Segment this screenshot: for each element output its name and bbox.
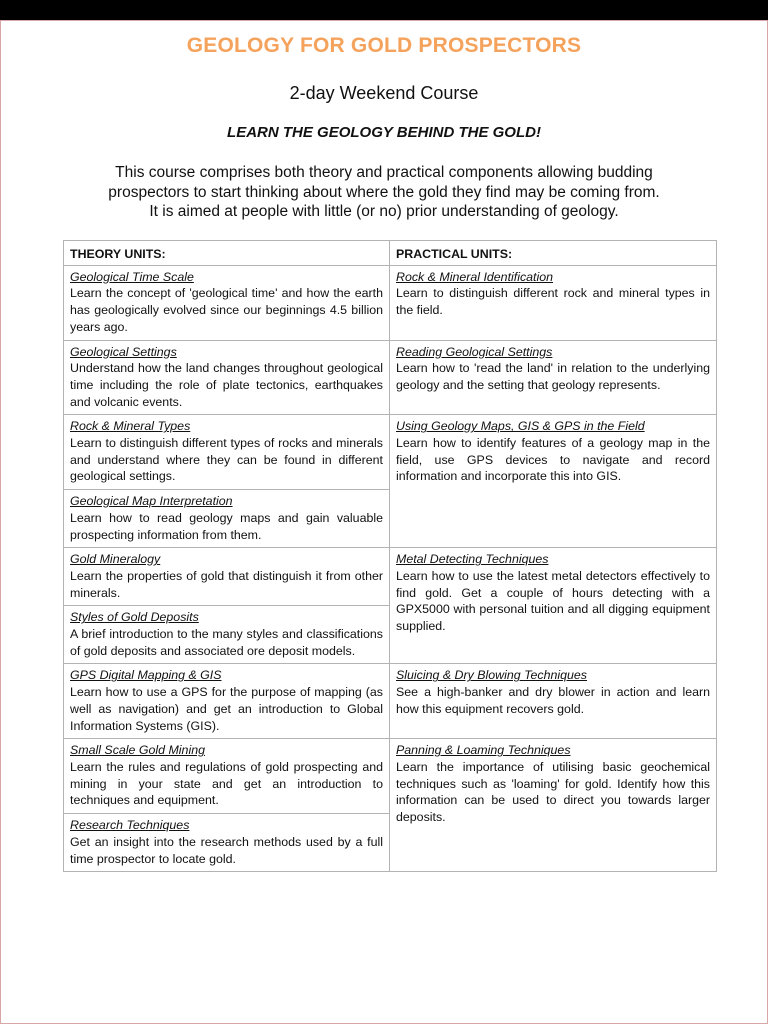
unit-title: Small Scale Gold Mining xyxy=(70,743,205,758)
theory-unit-cell xyxy=(64,664,390,739)
unit-description: Learn the rules and regulations of gold prospecting and mining in your state and get an introduction to techniques and equipment. xyxy=(70,759,383,808)
practical-unit-cell xyxy=(390,739,717,872)
table-row xyxy=(64,265,717,340)
theory-unit-cell xyxy=(64,265,390,340)
unit-description: Learn to distinguish different rock and mineral types in the field. xyxy=(396,286,710,318)
table-row xyxy=(64,548,717,606)
unit-description: Learn to distinguish different types of rocks and minerals and understand where they can be found in different geological settings. xyxy=(70,436,383,484)
unit-description: Learn how to identify features of a geology map in the field, use GPS devices to navigate and record information and incorporate this into GIS. xyxy=(396,436,710,484)
intro-line: This course comprises both theory and practical components allowing budding xyxy=(115,164,653,181)
practical-units-header: PRACTICAL UNITS: xyxy=(390,241,717,266)
unit-title: Using Geology Maps, GIS & GPS in the Field xyxy=(396,419,645,434)
unit-description: Understand how the land changes throughout geological time including the role of plate tectonics, earthquakes and volcanic events. xyxy=(70,361,383,409)
intro-line: It is aimed at people with little (or no) prior understanding of geology. xyxy=(149,203,619,220)
unit-description: Learn the importance of utilising basic geochemical techniques such as 'loaming' for gold. Identify how this information can be used to direct you towards larger deposits. xyxy=(396,759,710,825)
table-row xyxy=(64,340,717,415)
unit-title: Styles of Gold Deposits xyxy=(70,610,199,625)
theory-unit-cell xyxy=(64,490,390,548)
unit-title: Geological Map Interpretation xyxy=(70,494,233,509)
unit-title: Rock & Mineral Types xyxy=(70,419,191,434)
unit-description: Learn how to read geology maps and gain valuable prospecting information from them. xyxy=(70,510,383,542)
practical-unit-cell xyxy=(390,664,717,739)
theory-unit-cell xyxy=(64,606,390,664)
unit-description: Learn the concept of 'geological time' and how the earth has geologically evolved since our beginnings 4.5 billion years ago. xyxy=(70,286,383,334)
theory-units-header: THEORY UNITS: xyxy=(64,241,390,266)
table-row xyxy=(64,415,717,490)
practical-unit-cell xyxy=(390,265,717,340)
theory-unit-cell xyxy=(64,415,390,490)
practical-unit-cell xyxy=(390,340,717,415)
unit-description: Learn how to 'read the land' in relation to the underlying geology and the setting that geology represents. xyxy=(396,361,710,392)
unit-description: Get an insight into the research methods used by a full time prospector to locate gold. xyxy=(70,834,383,866)
practical-unit-cell xyxy=(390,548,717,664)
unit-title: Geological Time Scale xyxy=(70,269,194,284)
unit-title: Research Techniques xyxy=(70,818,190,833)
unit-description: Learn how to use a GPS for the purpose of mapping (as well as navigation) and get an introduction to Global Information Systems (GIS). xyxy=(70,685,383,733)
unit-title: Rock & Mineral Identification xyxy=(396,269,554,284)
unit-title: Reading Geological Settings xyxy=(396,344,553,359)
unit-description: Learn the properties of gold that distinguish it from other minerals. xyxy=(70,568,383,600)
intro-line: prospectors to start thinking about where the gold they find may be coming from. xyxy=(108,183,660,201)
unit-title: Gold Mineralogy xyxy=(70,552,161,567)
table-row xyxy=(64,739,717,814)
unit-title: Geological Settings xyxy=(70,344,177,359)
unit-description: A brief introduction to the many styles and classifications of gold deposits and associated ore deposit models. xyxy=(70,627,383,658)
table-header-row xyxy=(64,241,717,266)
unit-title: GPS Digital Mapping & GIS xyxy=(70,668,222,683)
top-bar xyxy=(0,0,768,20)
unit-description: Learn how to use the latest metal detectors effectively to find gold. Get a couple of hours detecting with a GPX5000 with personal tuition and all digging equipment supplied. xyxy=(396,568,710,634)
unit-title: Sluicing & Dry Blowing Techniques xyxy=(396,668,588,683)
course-tagline: LEARN THE GEOLOGY BEHIND THE GOLD! xyxy=(227,124,541,141)
course-intro xyxy=(60,163,708,222)
practical-unit-cell xyxy=(390,415,717,548)
unit-title: Panning & Loaming Techniques xyxy=(396,743,571,758)
course-subtitle: 2-day Weekend Course xyxy=(289,83,479,103)
theory-unit-cell xyxy=(64,340,390,415)
course-title: GEOLOGY FOR GOLD PROSPECTORS xyxy=(186,34,582,57)
unit-title: Metal Detecting Techniques xyxy=(396,552,549,567)
table-row xyxy=(64,664,717,739)
unit-description: See a high-banker and dry blower in action and learn how this equipment recovers gold. xyxy=(396,685,710,716)
theory-unit-cell xyxy=(64,739,390,814)
theory-unit-cell xyxy=(64,548,390,606)
units-table xyxy=(63,240,717,872)
theory-unit-cell xyxy=(64,814,390,872)
